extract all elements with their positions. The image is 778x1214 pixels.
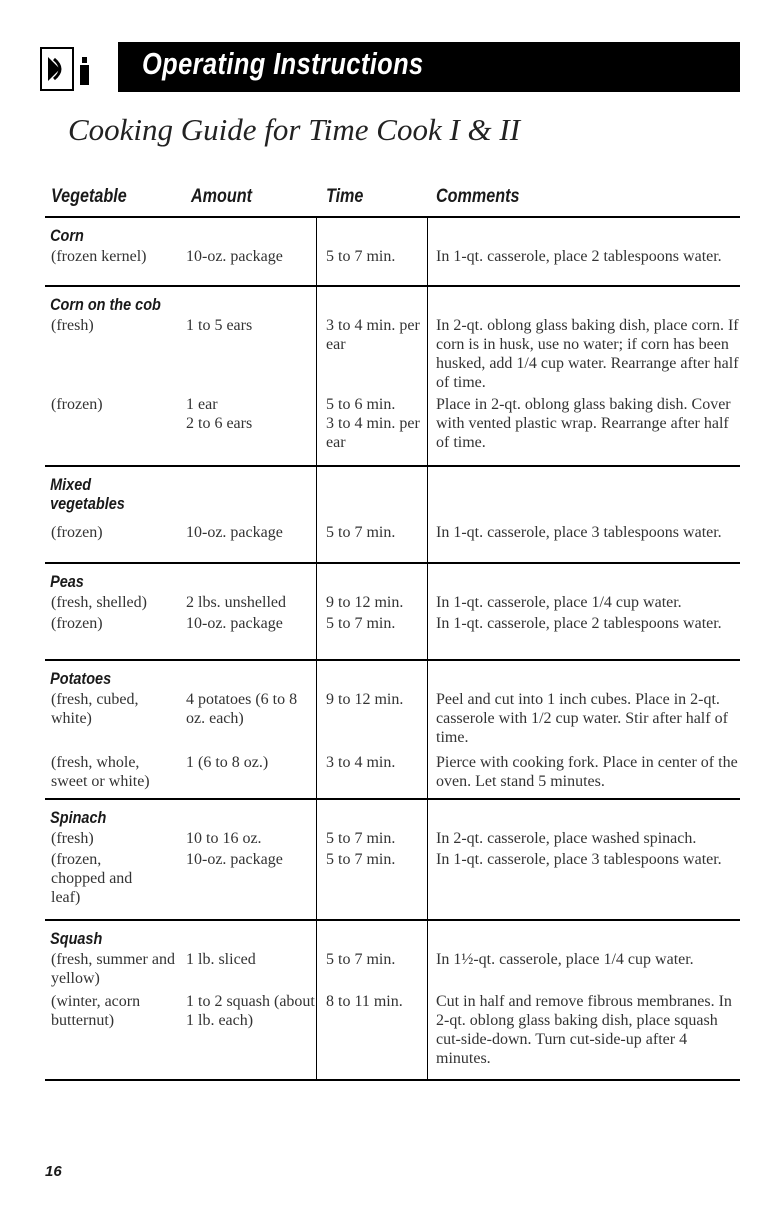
cell-amount: 10 to 16 oz. xyxy=(186,830,262,847)
cell-vegetable: (frozen) xyxy=(51,615,103,632)
cell-time: 9 to 12 min. xyxy=(326,594,404,611)
cell-amount xyxy=(186,395,318,433)
cell-comments: In 1-qt. casserole, place 1/4 cup water. xyxy=(436,594,682,611)
cell-amount: 1 to 5 ears xyxy=(186,317,253,334)
cell-amount: 10-oz. package xyxy=(186,615,283,632)
cell-amount: 10-oz. package xyxy=(186,524,283,541)
cell-comments: Place in 2-qt. oblong glass baking dish. Cover with vented plastic wrap. Rearrange after half of time. xyxy=(436,396,731,451)
amount-line: 1 ear xyxy=(186,396,218,413)
cell-time: 3 to 4 min. xyxy=(326,754,396,771)
cell-amount: 1 (6 to 8 oz.) xyxy=(186,754,269,771)
cell-amount: 1 lb. sliced xyxy=(186,951,256,968)
microwave-instructions-icon xyxy=(40,47,92,91)
cell-time: 5 to 7 min. xyxy=(326,248,396,265)
veg-name: Corn xyxy=(50,226,84,245)
cell-time: 9 to 12 min. xyxy=(326,691,404,708)
section-corn-on-the-cob xyxy=(45,287,740,467)
veg-name: Potatoes xyxy=(50,669,112,688)
cell-comments: In 2-qt. oblong glass baking dish, place corn. If corn is in husk, use no water; if corn has been husked, add 1/4 cup water. Rearrange after half of time. xyxy=(436,317,739,391)
cell-comments: In 1-qt. casserole, place 3 tablespoons water. xyxy=(436,851,722,868)
col-header-amount: Amount xyxy=(191,186,253,207)
cell-amount: 2 lbs. unshelled xyxy=(186,594,286,611)
time-line: 5 to 6 min. xyxy=(326,396,396,413)
cell-time: 5 to 7 min. xyxy=(326,830,396,847)
col-header-vegetable: Vegetable xyxy=(51,186,127,207)
section-peas xyxy=(45,564,740,661)
col-header-comments: Comments xyxy=(436,186,520,207)
header-bar xyxy=(118,42,740,92)
cell-comments: In 1-qt. casserole, place 2 tablespoons water. xyxy=(436,248,722,265)
time-line: 3 to 4 min. per ear xyxy=(326,415,420,451)
cell-vegetable: (fresh, cubed, white) xyxy=(51,691,139,727)
veg-name: Mixed vegetables xyxy=(50,475,125,513)
cell-time: 5 to 7 min. xyxy=(326,524,396,541)
cell-vegetable: (frozen, chopped and leaf) xyxy=(51,851,133,906)
cell-vegetable: (fresh, shelled) xyxy=(51,594,147,611)
cooking-guide-table xyxy=(45,218,740,1081)
veg-name: Squash xyxy=(50,929,103,948)
cell-time: 5 to 7 min. xyxy=(326,615,396,632)
cell-comments: In 1-qt. casserole, place 3 tablespoons water. xyxy=(436,524,722,541)
cell-vegetable: (frozen) xyxy=(51,396,103,413)
cell-vegetable: (winter, acorn butternut) xyxy=(51,993,141,1029)
section-spinach xyxy=(45,800,740,921)
cell-vegetable: (fresh) xyxy=(51,317,94,334)
cell-amount: 1 to 2 squash (about 1 lb. each) xyxy=(186,993,315,1029)
column-headers xyxy=(45,186,740,218)
section-squash xyxy=(45,921,740,1081)
col-header-time: Time xyxy=(326,186,364,207)
header-title: Operating Instructions xyxy=(142,46,424,81)
veg-name: Peas xyxy=(50,572,84,591)
cell-time: 5 to 7 min. xyxy=(326,951,396,968)
cell-comments: Cut in half and remove fibrous membranes. In 2-qt. oblong glass baking dish, place squash cut-side-down. Turn cut-side-up after 4 minutes. xyxy=(436,993,732,1067)
section-mixed-vegetables xyxy=(45,467,740,564)
cell-time: 3 to 4 min. per ear xyxy=(326,317,420,353)
cell-vegetable: (frozen kernel) xyxy=(51,248,147,265)
cell-time: 5 to 7 min. xyxy=(326,851,396,868)
cell-vegetable: (fresh) xyxy=(51,830,94,847)
veg-name: Corn on the cob xyxy=(50,295,161,314)
section-potatoes xyxy=(45,661,740,800)
cell-comments: In 1-qt. casserole, place 2 tablespoons water. xyxy=(436,615,722,632)
cell-amount: 10-oz. package xyxy=(186,851,283,868)
cell-amount: 4 potatoes (6 to 8 oz. each) xyxy=(186,691,298,727)
cell-time xyxy=(326,395,430,452)
section-corn xyxy=(45,218,740,287)
guide-title: Cooking Guide for Time Cook I & II xyxy=(68,112,521,147)
amount-line: 2 to 6 ears xyxy=(186,415,253,432)
cell-comments: Peel and cut into 1 inch cubes. Place in 2-qt. casserole with 1/2 cup water. Stir after half of time. xyxy=(436,691,728,746)
cell-time: 8 to 11 min. xyxy=(326,993,403,1010)
cell-comments: Pierce with cooking fork. Place in center of the oven. Let stand 5 minutes. xyxy=(436,754,738,790)
cell-vegetable: (fresh, whole, sweet or white) xyxy=(51,754,150,790)
veg-name: Spinach xyxy=(50,808,107,827)
cell-comments: In 2-qt. casserole, place washed spinach. xyxy=(436,830,697,847)
cell-amount: 10-oz. package xyxy=(186,248,283,265)
page-number: 16 xyxy=(45,1163,62,1180)
cell-vegetable: (frozen) xyxy=(51,524,103,541)
cell-vegetable: (fresh, summer and yellow) xyxy=(51,951,175,987)
cell-comments: In 1½-qt. casserole, place 1/4 cup water. xyxy=(436,951,694,968)
